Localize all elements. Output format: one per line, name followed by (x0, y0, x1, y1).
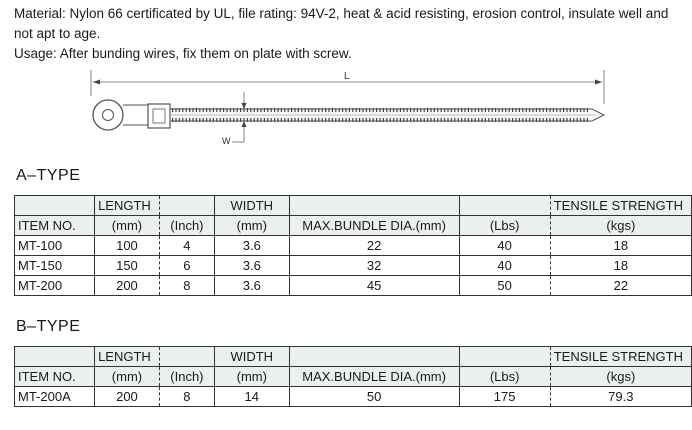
a-type-title: A–TYPE (16, 167, 81, 184)
tensile-group-header: TENSILE STRENGTH (550, 196, 691, 216)
width-header: WIDTH (214, 196, 289, 216)
tensile-lbs-header: (Lbs) (459, 216, 550, 236)
b-type-title: B–TYPE (16, 318, 81, 335)
length-inch-cell: 6 (159, 256, 214, 276)
length-label: L (344, 71, 350, 82)
width-mm-header: (mm) (214, 367, 289, 387)
table-row (15, 276, 692, 296)
cable-tie-drawing (0, 66, 692, 156)
length-mm-cell: 100 (95, 236, 160, 256)
table-subheader-row (15, 216, 692, 236)
usage-text: Usage: After bunding wires, fix them on plate with screw. (14, 46, 352, 61)
tensile-kgs-cell: 18 (550, 256, 691, 276)
item-no-header: ITEM NO. (15, 216, 95, 236)
b-type-table (14, 346, 692, 407)
a-type-table (14, 195, 692, 296)
item-no-cell: MT-100 (15, 236, 95, 256)
bundle-dia-cell: 32 (289, 256, 459, 276)
table-row (15, 256, 692, 276)
tensile-kgs-cell: 79.3 (550, 387, 691, 407)
bundle-dia-cell: 50 (289, 387, 459, 407)
length-inch-header: (Inch) (159, 367, 214, 387)
item-no-cell: MT-150 (15, 256, 95, 276)
item-no-cell: MT-200A (15, 387, 95, 407)
tensile-kgs-header: (kgs) (550, 367, 691, 387)
item-no-cell: MT-200 (15, 276, 95, 296)
width-cell: 14 (214, 387, 289, 407)
length-inch-cell: 8 (159, 276, 214, 296)
tensile-kgs-header: (kgs) (550, 216, 691, 236)
cable-tie (93, 100, 604, 130)
tensile-lbs-cell: 40 (459, 256, 550, 276)
table-group-header-row (15, 196, 692, 216)
length-group-header: LENGTH (95, 347, 160, 367)
tensile-lbs-cell: 175 (459, 387, 550, 407)
width-label: W (222, 136, 231, 146)
item-no-header: ITEM NO. (15, 367, 95, 387)
tensile-kgs-cell: 18 (550, 236, 691, 256)
width-mm-header: (mm) (214, 216, 289, 236)
length-mm-header: (mm) (95, 367, 160, 387)
width-cell: 3.6 (214, 236, 289, 256)
width-header: WIDTH (214, 347, 289, 367)
length-inch-cell: 8 (159, 387, 214, 407)
tensile-lbs-header: (Lbs) (459, 367, 550, 387)
length-mm-cell: 200 (95, 387, 160, 407)
length-mm-cell: 150 (95, 256, 160, 276)
tensile-lbs-cell: 50 (459, 276, 550, 296)
length-group-header: LENGTH (95, 196, 160, 216)
table-subheader-row (15, 367, 692, 387)
width-cell: 3.6 (214, 256, 289, 276)
tensile-lbs-cell: 40 (459, 236, 550, 256)
table-row (15, 387, 692, 407)
bundle-dia-cell: 45 (289, 276, 459, 296)
length-inch-header: (Inch) (159, 216, 214, 236)
material-text: Material: Nylon 66 certificated by UL, file rating: 94V-2, heat & acid resisting, erosion control, insulate well and not apt to age. (14, 6, 669, 41)
length-inch-cell: 4 (159, 236, 214, 256)
bundle-dia-header: MAX.BUNDLE DIA.(mm) (289, 216, 459, 236)
length-mm-header: (mm) (95, 216, 160, 236)
tensile-kgs-cell: 22 (550, 276, 691, 296)
product-description (14, 4, 686, 64)
mounting-hole (103, 110, 114, 121)
table-group-header-row (15, 347, 692, 367)
tensile-group-header: TENSILE STRENGTH (550, 347, 691, 367)
width-cell: 3.6 (214, 276, 289, 296)
bundle-dia-header: MAX.BUNDLE DIA.(mm) (289, 367, 459, 387)
length-mm-cell: 200 (95, 276, 160, 296)
length-dimension (91, 70, 604, 104)
table-row (15, 236, 692, 256)
bundle-dia-cell: 22 (289, 236, 459, 256)
